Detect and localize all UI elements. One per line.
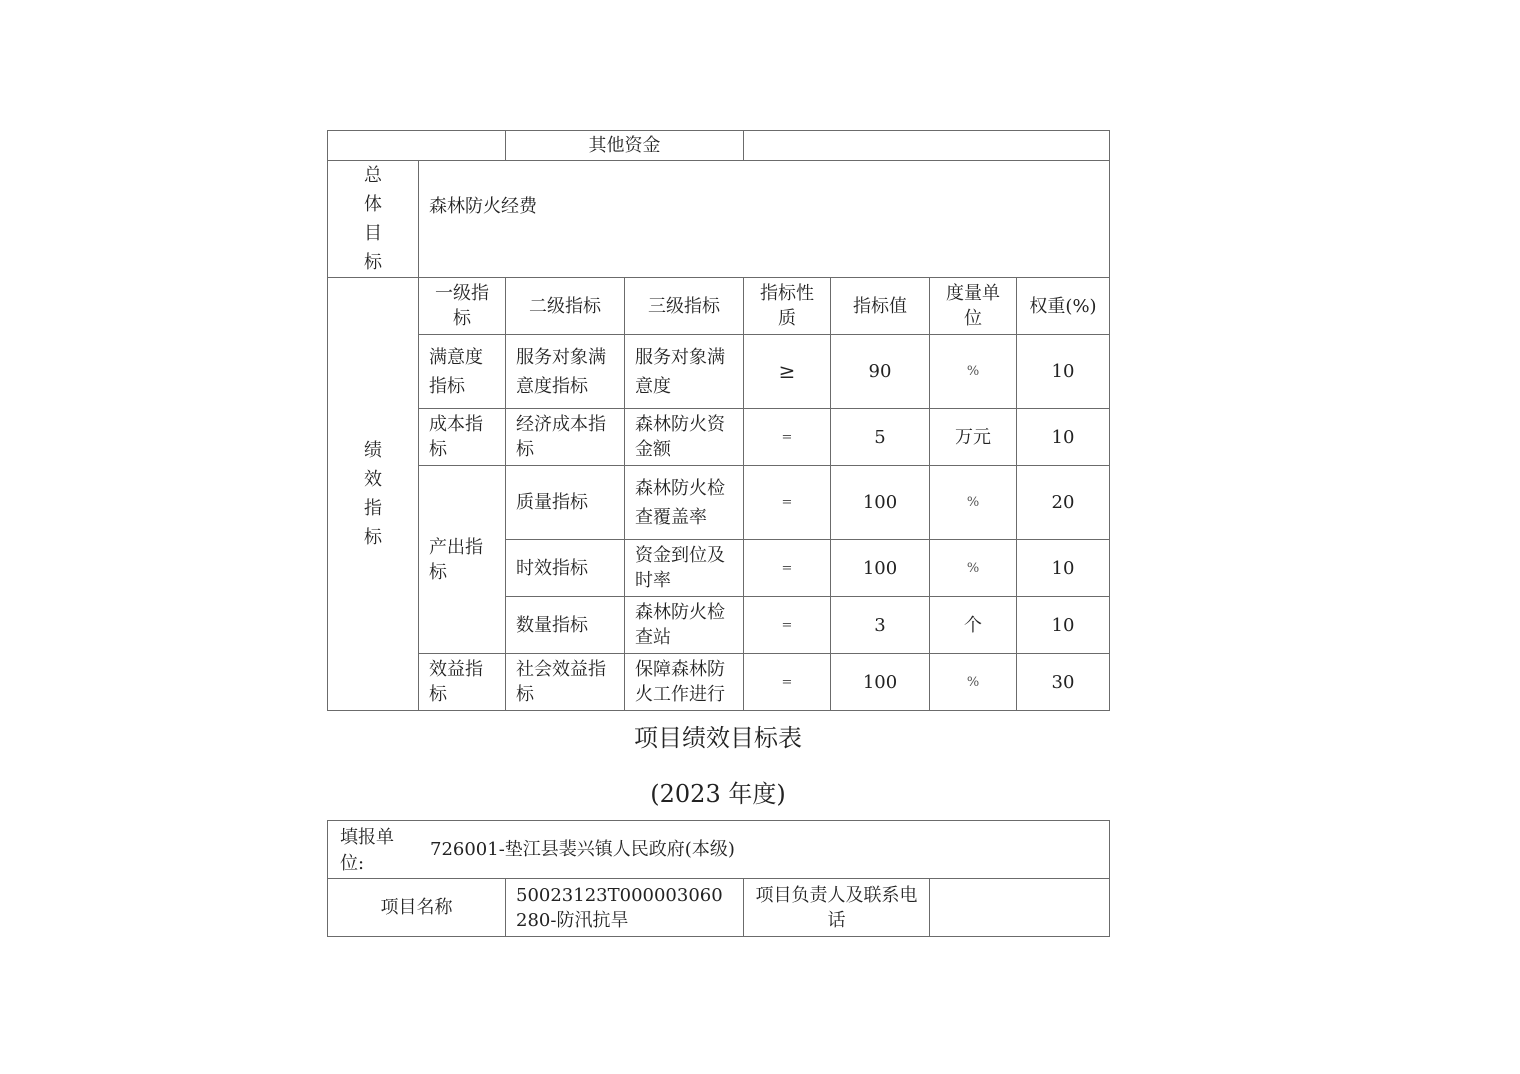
cell-value: 100 [831,654,930,711]
project-name-label: 项目名称 [328,879,506,937]
cell-nature: = [744,409,831,466]
cell-unit: % [930,466,1017,540]
header-weight: 权重(%) [1017,278,1110,335]
cell-nature: = [744,597,831,654]
project-row [328,879,1110,937]
cell-level3: 森林防火检查站 [625,597,744,654]
cell-weight: 20 [1017,466,1110,540]
unit-label: 填报单位: [340,827,394,874]
cell-level2: 社会效益指标 [506,654,625,711]
header-level3: 三级指标 [625,278,744,335]
cell-value: 100 [831,466,930,540]
table-row [328,409,1110,466]
cell-level1: 效益指标 [419,654,506,711]
header-unit: 度量单位 [930,278,1017,335]
cell-level3: 森林防火资金额 [625,409,744,466]
contact-value [930,879,1110,937]
cell-level2: 数量指标 [506,597,625,654]
table-row [328,654,1110,711]
empty-cell [328,131,506,161]
other-funds-value [744,131,1110,161]
table-row [328,466,1110,540]
perf-indicator-label: 绩 效 指 标 [328,278,419,711]
cell-level2: 质量指标 [506,466,625,540]
unit-cell [328,821,1110,879]
unit-value: 726001-垫江县裴兴镇人民政府(本级) [430,839,735,860]
cell-level1: 满意度指标 [419,335,506,409]
cell-nature: ≥ [744,335,831,409]
cell-weight: 10 [1017,597,1110,654]
table-row [328,335,1110,409]
header-value: 指标值 [831,278,930,335]
cell-level2: 时效指标 [506,540,625,597]
contact-label: 项目负责人及联系电话 [744,879,930,937]
cell-unit: % [930,335,1017,409]
cell-nature: = [744,466,831,540]
header-row [328,278,1110,335]
cell-weight: 30 [1017,654,1110,711]
cell-nature: = [744,654,831,711]
cell-unit: % [930,540,1017,597]
header-level1: 一级指标 [419,278,506,335]
header-level2: 二级指标 [506,278,625,335]
overall-goal-value: 森林防火经费 [419,161,1110,278]
performance-table [327,130,1110,711]
overall-goal-row [328,161,1110,278]
other-funds-label: 其他资金 [506,131,744,161]
cell-level3: 森林防火检查覆盖率 [625,466,744,540]
cell-value: 5 [831,409,930,466]
cell-value: 3 [831,597,930,654]
cell-level3: 保障森林防火工作进行 [625,654,744,711]
cell-level2: 服务对象满意度指标 [506,335,625,409]
cell-value: 90 [831,335,930,409]
cell-level3: 资金到位及时率 [625,540,744,597]
cell-weight: 10 [1017,540,1110,597]
page-title: 项目绩效目标表 [634,724,802,752]
cell-level1: 产出指标 [419,466,506,654]
cell-value: 100 [831,540,930,597]
cell-weight: 10 [1017,409,1110,466]
cell-unit: % [930,654,1017,711]
project-name-value: 50023123T000003060280-防汛抗旱 [506,879,744,937]
project-info-table [327,820,1110,937]
other-funds-row [328,131,1110,161]
cell-level3: 服务对象满意度 [625,335,744,409]
overall-goal-label: 总 体 目 标 [328,161,419,278]
cell-level2: 经济成本指标 [506,409,625,466]
unit-row [328,821,1110,879]
cell-nature: = [744,540,831,597]
page-subtitle-year: (2023 年度) [650,780,786,808]
header-nature: 指标性质 [744,278,831,335]
cell-level1: 成本指标 [419,409,506,466]
cell-weight: 10 [1017,335,1110,409]
cell-unit: 个 [930,597,1017,654]
cell-unit: 万元 [930,409,1017,466]
